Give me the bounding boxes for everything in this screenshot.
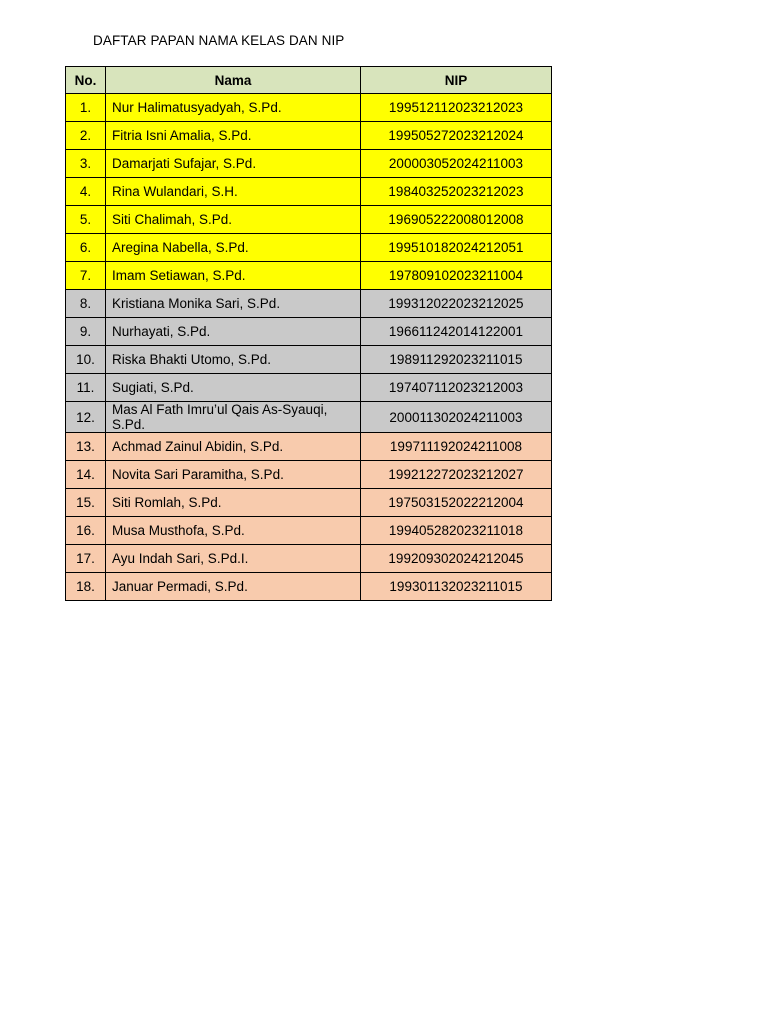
row-nip: 200003052024211003 [361, 150, 552, 178]
row-number: 5. [66, 206, 106, 234]
row-nama: Kristiana Monika Sari, S.Pd. [106, 290, 361, 318]
row-nama: Rina Wulandari, S.H. [106, 178, 361, 206]
table-row [66, 517, 552, 545]
row-number: 2. [66, 122, 106, 150]
row-number: 15. [66, 489, 106, 517]
row-number: 7. [66, 262, 106, 290]
row-number: 9. [66, 318, 106, 346]
row-nip: 198403252023212023 [361, 178, 552, 206]
row-nama: Sugiati, S.Pd. [106, 374, 361, 402]
row-nip: 199301132023211015 [361, 573, 552, 601]
row-nip: 196905222008012008 [361, 206, 552, 234]
row-nip: 199212272023212027 [361, 461, 552, 489]
column-header-nip: NIP [361, 67, 552, 94]
table-row [66, 573, 552, 601]
row-nip: 199505272023212024 [361, 122, 552, 150]
table-body [66, 94, 552, 601]
table-row [66, 178, 552, 206]
column-header-nama: Nama [106, 67, 361, 94]
row-nama: Riska Bhakti Utomo, S.Pd. [106, 346, 361, 374]
row-nama: Damarjati Sufajar, S.Pd. [106, 150, 361, 178]
row-number: 11. [66, 374, 106, 402]
table-row [66, 433, 552, 461]
row-nip: 196611242014122001 [361, 318, 552, 346]
row-nama: Novita Sari Paramitha, S.Pd. [106, 461, 361, 489]
row-nip: 199711192024211008 [361, 433, 552, 461]
table-row [66, 402, 552, 433]
row-number: 16. [66, 517, 106, 545]
row-number: 14. [66, 461, 106, 489]
column-header-no: No. [66, 67, 106, 94]
row-number: 13. [66, 433, 106, 461]
row-nip: 197407112023212003 [361, 374, 552, 402]
row-number: 6. [66, 234, 106, 262]
row-nama: Mas Al Fath Imru’ul Qais As-Syauqi, S.Pd. [106, 402, 361, 433]
row-nama: Nur Halimatusyadyah, S.Pd. [106, 94, 361, 122]
row-nip: 198911292023211015 [361, 346, 552, 374]
row-number: 8. [66, 290, 106, 318]
row-nama: Siti Chalimah, S.Pd. [106, 206, 361, 234]
row-nama: Aregina Nabella, S.Pd. [106, 234, 361, 262]
table-row [66, 290, 552, 318]
row-number: 1. [66, 94, 106, 122]
row-nip: 199405282023211018 [361, 517, 552, 545]
table-row [66, 94, 552, 122]
table-row [66, 122, 552, 150]
row-nama: Achmad Zainul Abidin, S.Pd. [106, 433, 361, 461]
row-nip: 199512112023212023 [361, 94, 552, 122]
row-number: 4. [66, 178, 106, 206]
row-nip: 197503152022212004 [361, 489, 552, 517]
row-nama: Musa Musthofa, S.Pd. [106, 517, 361, 545]
row-nama: Ayu Indah Sari, S.Pd.I. [106, 545, 361, 573]
table-row [66, 234, 552, 262]
table-row [66, 206, 552, 234]
row-nama: Imam Setiawan, S.Pd. [106, 262, 361, 290]
row-nip: 199312022023212025 [361, 290, 552, 318]
row-nip: 199209302024212045 [361, 545, 552, 573]
row-number: 10. [66, 346, 106, 374]
row-nip: 197809102023211004 [361, 262, 552, 290]
row-nip: 199510182024212051 [361, 234, 552, 262]
row-nama: Nurhayati, S.Pd. [106, 318, 361, 346]
row-number: 17. [66, 545, 106, 573]
teacher-table [65, 66, 552, 601]
table-row [66, 318, 552, 346]
table-row [66, 374, 552, 402]
row-number: 3. [66, 150, 106, 178]
document-title: DAFTAR PAPAN NAMA KELAS DAN NIP [93, 33, 345, 48]
table-row [66, 545, 552, 573]
table-row [66, 489, 552, 517]
table-header-row [66, 67, 552, 94]
table-row [66, 461, 552, 489]
row-nip: 200011302024211003 [361, 402, 552, 433]
row-number: 18. [66, 573, 106, 601]
table-row [66, 346, 552, 374]
row-nama: Fitria Isni Amalia, S.Pd. [106, 122, 361, 150]
row-nama: Siti Romlah, S.Pd. [106, 489, 361, 517]
row-nama: Januar Permadi, S.Pd. [106, 573, 361, 601]
row-number: 12. [66, 402, 106, 433]
table-row [66, 262, 552, 290]
table-row [66, 150, 552, 178]
